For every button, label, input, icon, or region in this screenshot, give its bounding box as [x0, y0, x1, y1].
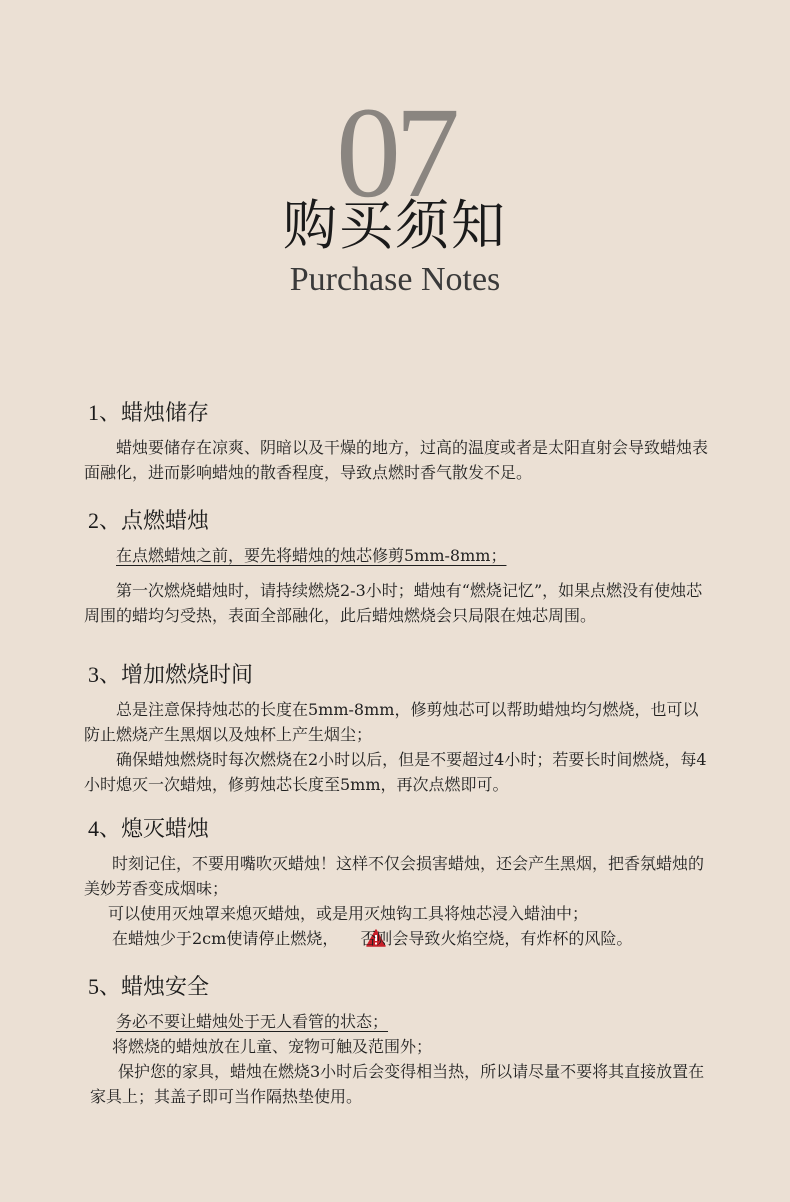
paragraph: 总是注意保持烛芯的长度在5mm-8mm，修剪烛芯可以帮助蜡烛均匀燃烧，也可以防止燃烧产生黑烟以及烛杯上产生烟尘； [84, 700, 699, 744]
paragraph: 蜡烛要储存在凉爽、阴暗以及干燥的地方，过高的温度或者是太阳直射会导致蜡烛表面融化，进而影响蜡烛的散香程度，导致点燃时香气散发不足。 [84, 438, 709, 482]
section-lighting [84, 506, 714, 628]
section-storage [84, 398, 714, 485]
paragraph: 第一次燃烧蜡烛时，请持续燃烧2-3小时；蜡烛有“燃烧记忆”，如果点燃没有使烛芯周围的蜡均匀受热，表面全部融化，此后蜡烛燃烧会只局限在烛芯周围。 [84, 581, 703, 625]
section-burn-time [84, 660, 714, 797]
paragraph: 保护您的家具，蜡烛在燃烧3小时后会变得相当热，所以请尽量不要将其直接放置在家具上；其盖子即可当作隔热垫使用。 [90, 1062, 705, 1106]
paragraph: 务必不要让蜡烛处于无人看管的状态； [116, 1012, 389, 1031]
section-heading: 2、点燃蜡烛 [88, 508, 210, 534]
warning-triangle-icon [338, 929, 358, 947]
paragraph: 将燃烧的蜡烛放在儿童、宠物可触及范围外； [112, 1037, 433, 1056]
page-subtitle: Purchase Notes [289, 261, 501, 298]
section-extinguish [84, 814, 714, 951]
paragraph: 可以使用灭烛罩来熄灭蜡烛，或是用灭烛钩工具将烛芯浸入蜡油中； [108, 904, 589, 923]
section-safety [84, 972, 714, 1109]
page-header [0, 0, 790, 320]
page-title: 购买须知 [283, 194, 507, 257]
section-heading: 5、蜡烛安全 [88, 974, 210, 1000]
paragraph: 在点燃蜡烛之前，要先将蜡烛的烛芯修剪5mm-8mm； [116, 546, 507, 565]
section-heading: 4、熄灭蜡烛 [88, 816, 210, 842]
paragraph: 确保蜡烛燃烧时每次燃烧在2小时以后，但是不要超过4小时；若要长时间燃烧，每4小时熄灭一次蜡烛，修剪烛芯长度至5mm，再次点燃即可。 [84, 750, 707, 794]
section-number: 07 [336, 81, 454, 225]
paragraph: 在蜡烛少于2cm使请停止燃烧， 否则会导致火焰空烧，有炸杯的风险。 [112, 929, 633, 948]
section-heading: 3、增加燃烧时间 [88, 662, 254, 688]
paragraph: 时刻记住，不要用嘴吹灭蜡烛！这样不仅会损害蜡烛，还会产生黑烟，把香氛蜡烛的美妙芳香变成烟味； [84, 854, 705, 898]
section-heading: 1、蜡烛储存 [88, 400, 210, 426]
